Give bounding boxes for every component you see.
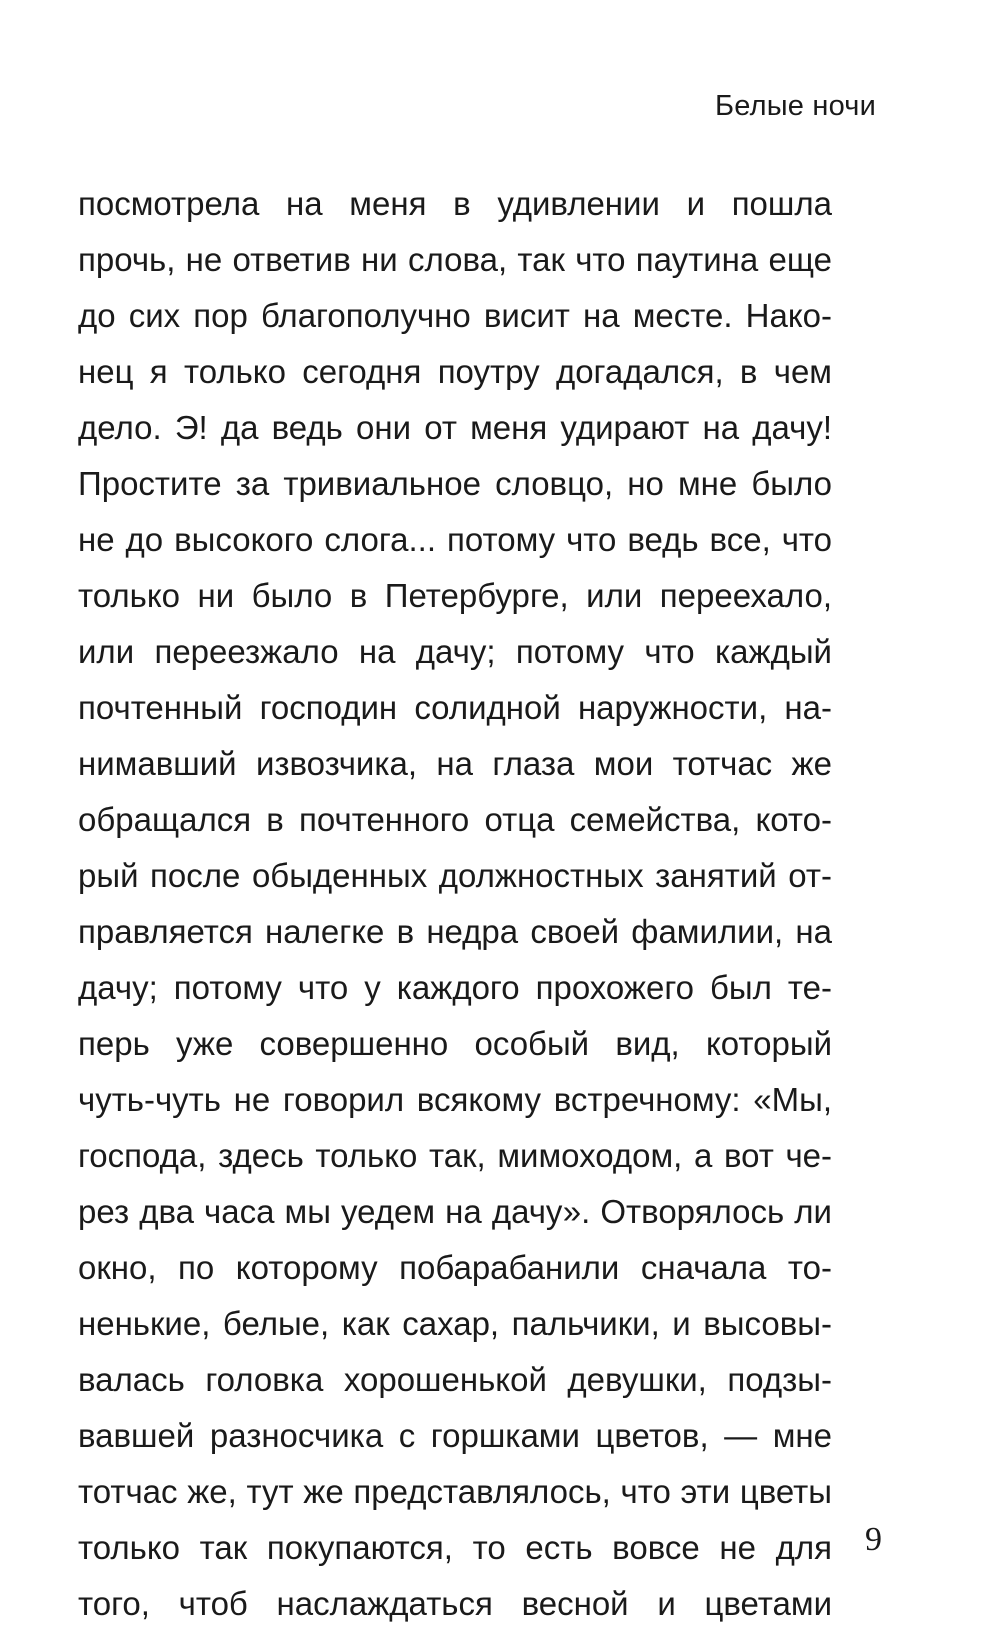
text-line: рез два часа мы уедем на дачу». Отворялось ли — [78, 1193, 832, 1230]
running-header: Белые ночи — [715, 90, 876, 122]
text-line: ненькие, белые, как сахар, пальчики, и высовы- — [78, 1305, 832, 1342]
text-line: чуть-чуть не говорил всякому встречному: «Мы, — [78, 1081, 832, 1118]
text-line: правляется налегке в недра своей фамилии, на — [78, 913, 832, 950]
text-line: перь уже совершенно особый вид, который — [78, 1025, 832, 1062]
text-line: рый после обыденных должностных занятий от- — [78, 857, 832, 894]
text-line: того, чтоб наслаждаться весной и цветами — [78, 1585, 832, 1622]
text-line: посмотрела на меня в удивлении и пошла — [78, 185, 832, 222]
text-line: дачу; потому что у каждого прохожего был те- — [78, 969, 832, 1006]
text-line: дело. Э! да ведь они от меня удирают на дачу! — [78, 409, 832, 446]
text-line: валась головка хорошенькой девушки, подзы- — [78, 1361, 832, 1398]
text-line: тотчас же, тут же представлялось, что эти цветы — [78, 1473, 832, 1510]
text-line: до сих пор благополучно висит на месте. Нако- — [78, 297, 832, 334]
text-line: прочь, не ответив ни слова, так что паутина еще — [78, 241, 832, 278]
text-line: нец я только сегодня поутру догадался, в чем — [78, 353, 832, 390]
text-line: господа, здесь только так, мимоходом, а вот че- — [78, 1137, 832, 1174]
text-line: почтенный господин солидной наружности, на- — [78, 689, 832, 726]
text-line: только так покупаются, то есть вовсе не для — [78, 1529, 832, 1566]
text-line: только ни было в Петербурге, или переехало, — [78, 577, 832, 614]
text-line: обращался в почтенного отца семейства, кото- — [78, 801, 832, 838]
body-text — [78, 176, 832, 1632]
text-line: нимавший извозчика, на глаза мои тотчас же — [78, 745, 832, 782]
text-line: не до высокого слога... потому что ведь все, что — [78, 521, 832, 558]
text-line: или переезжало на дачу; потому что каждый — [78, 633, 832, 670]
text-line: окно, по которому побарабанили сначала то- — [78, 1249, 832, 1286]
page-number: 9 — [865, 1521, 882, 1558]
text-line: Простите за тривиальное словцо, но мне было — [78, 465, 832, 502]
text-line: вавшей разносчика с горшками цветов, — мне — [78, 1417, 832, 1454]
